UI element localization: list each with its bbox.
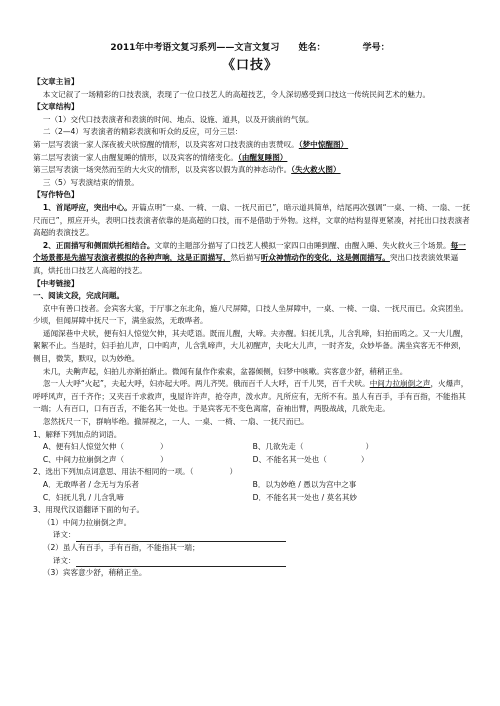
links-heading: 【中考链接】 <box>33 278 79 288</box>
structure-text: 第一层写表演一家人深夜被犬吠惊醒的情形，以及宾客对口技表演的由衷赞叹。 <box>33 139 299 149</box>
feature-1 <box>33 202 471 240</box>
feature-2 <box>33 240 471 278</box>
question-text: 2、选出下列加点词意思、用法不相同的一项。（ <box>33 467 194 477</box>
translate-answer <box>33 555 471 568</box>
structure-tag: （由醒复睡图） <box>238 152 288 162</box>
passage-text: 忽一人大呼“火起”，夫起大呼，妇亦起大呼。两儿齐哭。俄而百千人大呼，百千儿哭，百千犬吠。 <box>42 379 370 389</box>
paren: ） <box>229 467 238 477</box>
paren: ） <box>365 442 374 452</box>
passage-paragraph: 忽然抚尺一下，群响毕绝。撤屏视之，一人、一桌、一椅、一扇、一抚尺而已。 <box>42 417 309 427</box>
option-row <box>33 441 471 454</box>
feature-2-text: 突出口技表演效果逼真，烘托出口技艺人高超的技艺。 <box>33 253 459 275</box>
option-c <box>43 454 253 467</box>
option-row <box>33 454 471 467</box>
document-body <box>33 76 471 580</box>
structure-line: 二（2—4）写表演者的精彩表演和听众的反应，可分三层： <box>42 127 243 137</box>
select-c: C．妇抚儿乳 / 儿含乳啼 <box>42 492 124 502</box>
page-header <box>0 40 500 53</box>
question-heading: 一、阅读文段，完成问题。 <box>33 291 125 301</box>
option-text: D、不能名其一处也（ <box>252 454 327 464</box>
translate-item: （3）宾客意少舒，稍稍正坐。 <box>42 568 147 578</box>
select-d: D．不能名其一处也 / 莫名其妙 <box>252 492 358 502</box>
answer-label: 译文： <box>52 530 76 540</box>
feature-2-emphasis: 每一个场景都是先描写表演者模拟的各种声响，这是正面描写， <box>33 240 466 263</box>
feature-1-title: 1、首尾呼应，突出中心。 <box>42 202 132 212</box>
option-text: B、几欲先走（ <box>252 442 304 452</box>
paren: ） <box>160 454 168 464</box>
structure-line: 一（1）交代口技表演者和表演的时间、地点、设施、道具，以及开演前的气氛。 <box>42 114 314 124</box>
answer-label: 译文： <box>52 555 76 565</box>
select-row <box>33 479 471 492</box>
structure-tag: （失火救火图） <box>291 165 341 175</box>
features-heading: 【写作特色】 <box>33 190 79 200</box>
select-b: B．以为妙绝 / 愚以为宫中之事 <box>252 480 357 489</box>
structure-line <box>33 164 471 177</box>
structure-heading: 【文章结构】 <box>33 102 79 112</box>
select-a: A．无敢哗者 / 念无与为乐者 <box>42 480 139 489</box>
structure-text: 第二层写表演一家人由醒复睡的情形，以及宾客的情绪变化。 <box>33 152 239 162</box>
structure-line <box>33 152 471 165</box>
structure-line: 三（5）写表演结束的情景。 <box>42 177 139 187</box>
question-1: 1、解释下列加点的词语。 <box>33 429 122 439</box>
passage-paragraph <box>33 378 471 416</box>
passage-paragraph: 京中有善口技者。会宾客大宴，于厅事之东北角，施八尺屏障，口技人坐屏障中，一桌、一椅、一扇、一抚尺而已。众宾团坐。少顷，但闻屏障中抚尺一下，满坐寂然，无敢哗者。 <box>33 303 469 326</box>
id-label: 学号： <box>362 43 390 53</box>
select-row <box>33 492 471 505</box>
answer-line[interactable] <box>76 558 286 567</box>
paren: ） <box>160 442 168 452</box>
option-b <box>253 441 463 454</box>
option-text: A、便有妇人惊觉欠伸（ <box>42 442 125 452</box>
feature-2-emphasis: 听众神情动作的变化，这是侧面描写。 <box>260 253 390 263</box>
document-title: 《口技》 <box>221 58 278 73</box>
option-a <box>43 441 253 454</box>
translate-item: （1）中间力拉崩倒之声。 <box>42 517 132 527</box>
feature-2-text: 然后描写 <box>230 253 261 263</box>
feature-2-title: 2、正面描写和侧面烘托相结合。 <box>42 240 155 250</box>
question-2 <box>33 466 471 479</box>
structure-tag: （梦中惊醒图） <box>298 139 349 149</box>
feature-1-text: 开篇点明“一桌、一椅、一扇、一抚尺而已”，暗示道具简单，结尾再次强调“一桌、一椅、一扇、一抚尺而已”，照应开头，表明口技表演者依靠的是高超的口技，而不是借助于外物。这样，文章的结构显得更紧凑，衬托出口技表演者高超的表演技艺。 <box>33 202 471 238</box>
passage-paragraph: 未几，夫齁声起，妇拍儿亦渐拍渐止。微闻有鼠作作索索，盆器倾侧，妇梦中咳嗽。宾客意少舒，稍稍正坐。 <box>42 366 408 376</box>
option-text: C、中间力拉崩倒之声（ <box>42 454 125 464</box>
structure-text: 第三层写表演一场突然而至的大火灾的情形，以及宾客以假为真的神态动作。 <box>33 165 292 175</box>
passage-underlined: 中间力拉崩倒之声 <box>369 379 431 389</box>
translate-answer <box>33 529 471 542</box>
translate-item: （2）虽人有百手，手有百指，不能指其一端； <box>42 542 200 552</box>
passage-text: ，火爆声，呼呼风声，百千齐作；又夹百千求救声，曳屋许许声，抢夺声，泼水声。凡所应有，无所不有。虽人有百手，手有百指，不能指其一端；人有百口，口有百舌，不能名其一处也。于是宾客无不变色离席，奋袖出臂，两股战战，几欲先走。 <box>33 379 469 414</box>
passage-paragraph: 遥闻深巷中犬吠，便有妇人惊觉欠伸，其夫呓语。既而儿醒，大啼。夫亦醒。妇抚儿乳，儿含乳啼，妇拍而呜之。又一大儿醒，絮絮不止。当是时，妇手拍儿声，口中呜声，儿含乳啼声，大儿初醒声，夫叱大儿声，一时齐发，众妙毕备。满坐宾客无不伸颈，侧目，微笑，默叹，以为妙绝。 <box>33 328 469 364</box>
question-3: 3、用现代汉语翻译下面的句子。 <box>33 505 145 515</box>
feature-2-text: 文章的主题部分描写了口技艺人模拟一家四口由睡到醒、由醒入睡、失火救火三个场景。 <box>154 240 451 250</box>
answer-line[interactable] <box>76 533 286 542</box>
structure-line <box>33 139 471 152</box>
theme-text: 本文记叙了一场精彩的口技表演，表现了一位口技艺人的高超技艺，令人深切感受到口技这一传统民间艺术的魅力。 <box>42 89 431 99</box>
paren: ） <box>360 454 369 464</box>
name-label: 姓名： <box>298 43 326 53</box>
series-title: 2011年中考语文复习系列——文言文复习 <box>110 43 280 53</box>
theme-heading: 【文章主旨】 <box>33 77 79 86</box>
option-d <box>253 454 463 467</box>
